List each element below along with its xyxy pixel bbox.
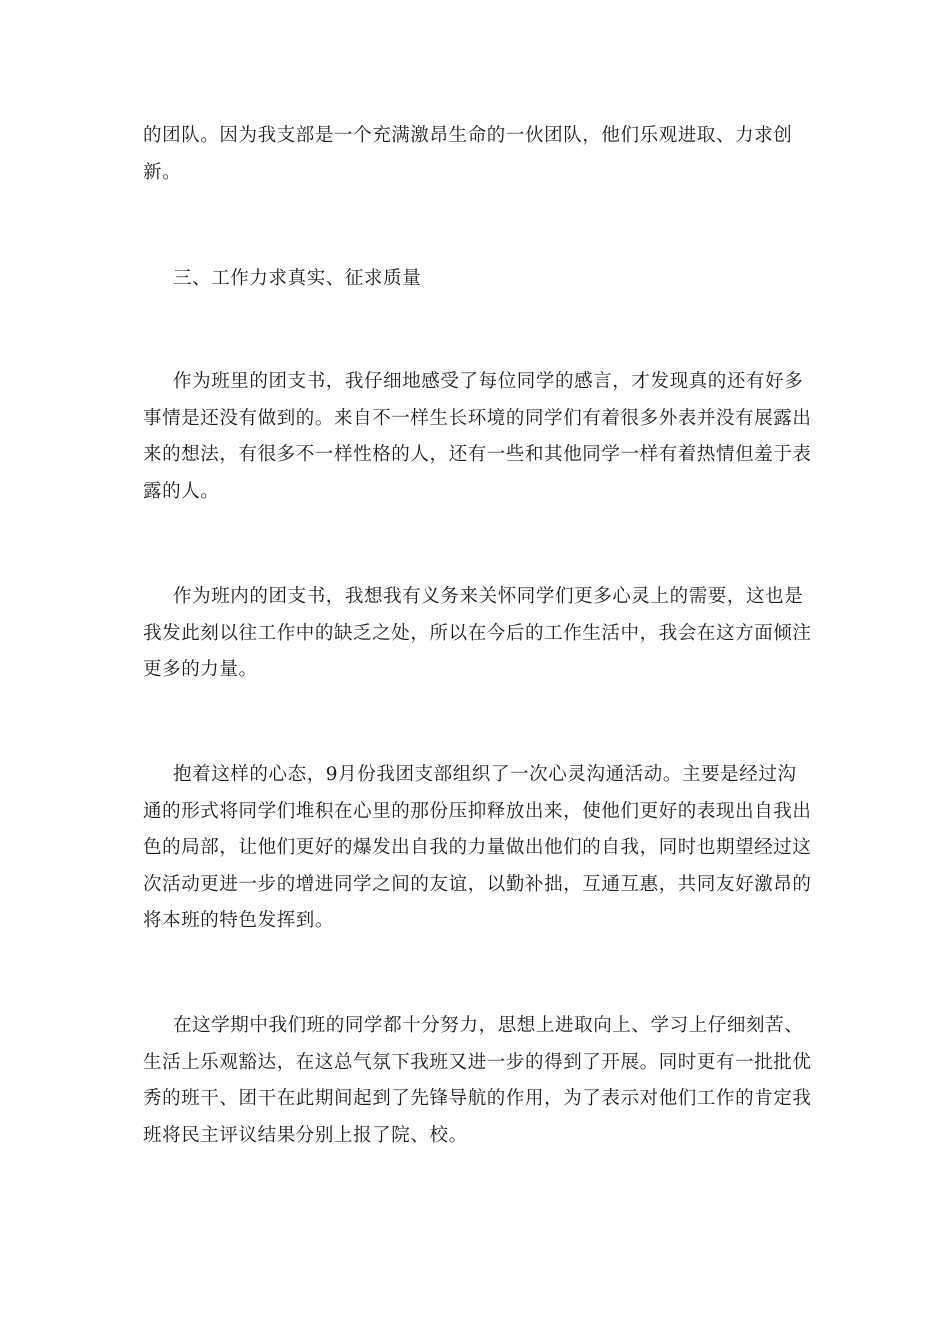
paragraph-1: 作为班里的团支书，我仔细地感受了每位同学的感言，才发现真的还有好多事情是还没有做到的。来自不一样生长环境的同学们有着很多外表并没有展露出来的想法，有很多不一样性格的人，还有一些和其他同学一样有着热情但羞于表露的人。	[143, 371, 812, 502]
paragraph-3: 抱着这样的心态，9月份我团支部组织了一次心灵沟通活动。主要是经过沟通的形式将同学们堆积在心里的那份压抑释放出来，使他们更好的表现出自我出色的局部，让他们更好的爆发出自我的力量做出他们的自我，同时也期望经过这次活动更进一步的增进同学之间的友谊，以勤补拙，互通互惠，共同友好激昂的将本班的特色发挥到。	[143, 764, 812, 931]
paragraph-4: 在这学期中我们班的同学都十分努力，思想上进取向上、学习上仔细刻苦、生活上乐观豁达，在这总气氛下我班又进一步的得到了开展。同时更有一批批优秀的班干、团干在此期间起到了先锋导航的作用，为了表示对他们工作的肯定我班将民主评议结果分别上报了院、校。	[143, 1015, 812, 1146]
paragraph-2: 作为班内的团支书，我想我有义务来关怀同学们更多心灵上的需要，这也是我发此刻以往工作中的缺乏之处，所以在今后的工作生活中，我会在这方面倾注更多的力量。	[143, 586, 812, 680]
paragraph-continuation: 的团队。因为我支部是一个充满激昂生命的一伙团队，他们乐观进取、力求创新。	[143, 125, 793, 183]
section-heading: 三、工作力求真实、征求质量	[173, 268, 422, 289]
